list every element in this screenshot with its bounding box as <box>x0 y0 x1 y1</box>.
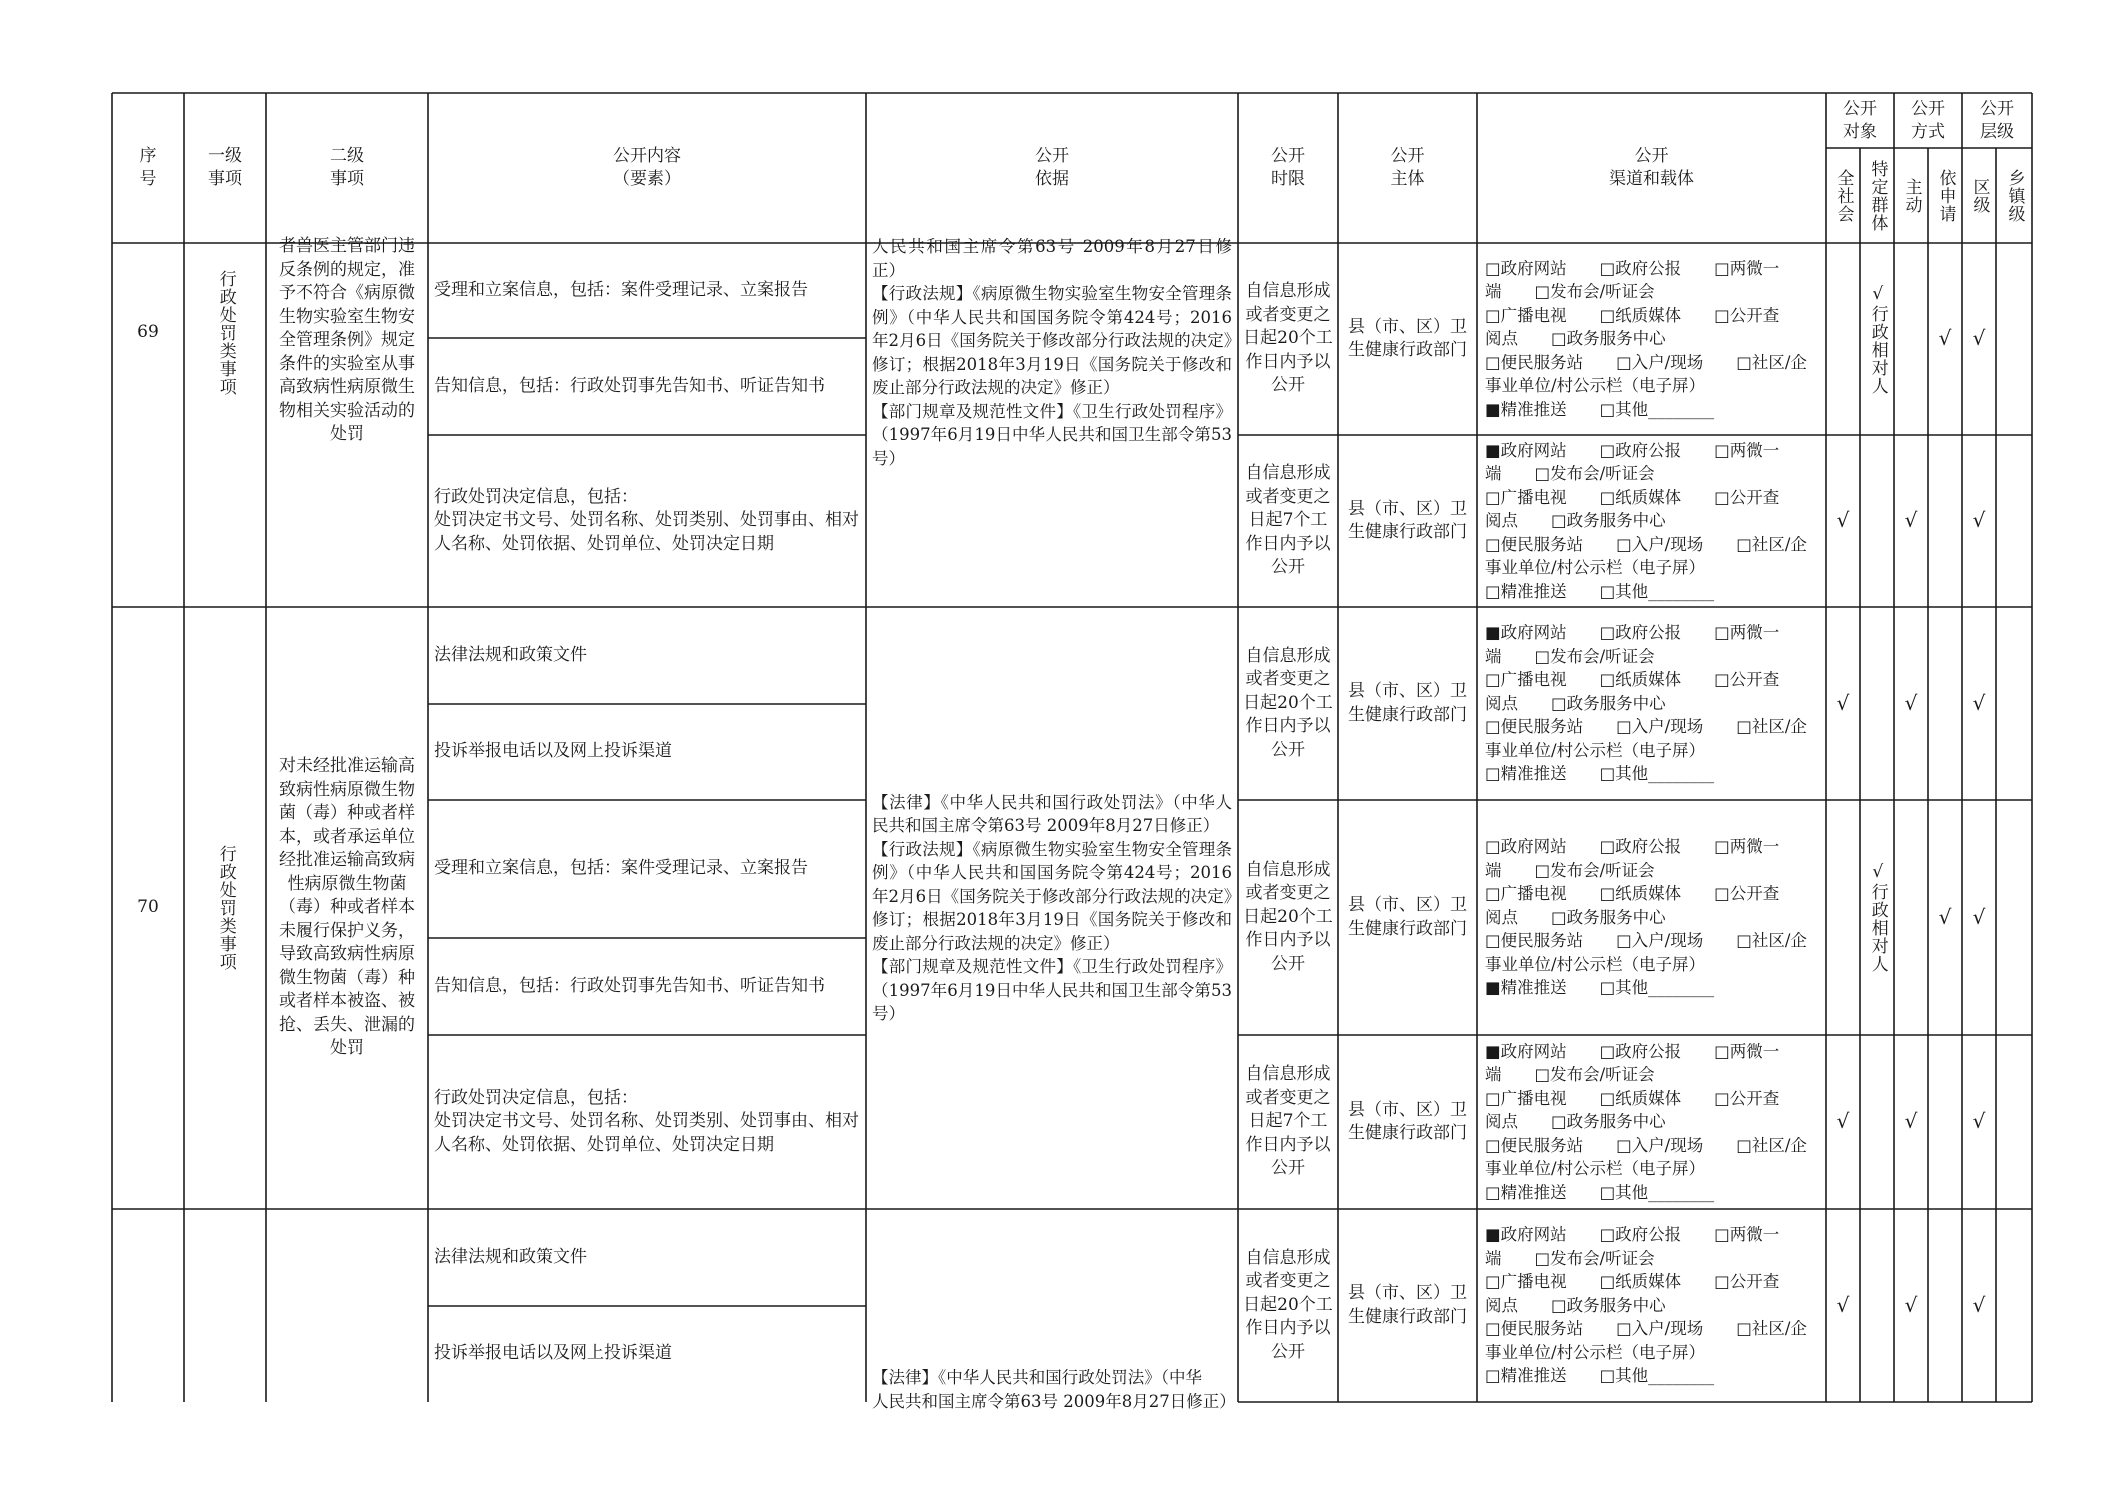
row69b-level-district: √ <box>1972 508 1986 533</box>
row70a-obj-all: √ <box>1836 690 1850 715</box>
row69a-channel: □政府网站 □政府公报 □两微一 端 □发布会/听证会 □广播电视 □纸质媒体 □公开查 阅点 □政务服务中心 □便民服务站 □入户/现场 □社区/企 事业单位/村公示栏（电子屏） ■精准推送 □其他________ <box>1485 258 1807 419</box>
row70b-obj-specific: √行政相对人 <box>1867 862 1888 973</box>
row71-basis: 【法律】《中华人民共和国行政处罚法》（中华 人民共和国主席令第63号 2009年8月27日修正） <box>872 1368 1236 1411</box>
row69-level1: 行政处罚类事项 <box>215 270 236 396</box>
row70c-channel: ■政府网站 □政府公报 □两微一 端 □发布会/听证会 □广播电视 □纸质媒体 □公开查 阅点 □政务服务中心 □便民服务站 □入户/现场 □社区/企 事业单位/村公示栏（电子屏） □精准推送 □其他________ <box>1485 1041 1807 1202</box>
header-seq: 序 号 <box>139 146 157 189</box>
row70c-time: 自信息形成或者变更之日起7个工作日内予以公开 <box>1245 1064 1331 1179</box>
row71a-subject: 县（市、区）卫生健康行政部门 <box>1348 1283 1467 1327</box>
header-obj-all: 全社会 <box>1833 168 1854 223</box>
header-way-apply: 依申请 <box>1935 168 1956 223</box>
row70-content-decision: 行政处罚决定信息，包括： 处罚决定书文号、处罚名称、处罚类别、处罚事由、相对人名称、处罚依据、处罚单位、处罚决定日期 <box>434 1087 859 1155</box>
header-way-group: 公开 方式 <box>1911 98 1945 142</box>
row70b-channel: □政府网站 □政府公报 □两微一 端 □发布会/听证会 □广播电视 □纸质媒体 □公开查 阅点 □政务服务中心 □便民服务站 □入户/现场 □社区/企 事业单位/村公示栏（电子屏） ■精准推送 □其他________ <box>1485 837 1807 998</box>
row69-content-accept: 受理和立案信息，包括：案件受理记录、立案报告 <box>434 279 808 300</box>
header-basis: 公开 依据 <box>1035 146 1069 189</box>
row69b-subject: 县（市、区）卫生健康行政部门 <box>1348 498 1467 542</box>
row70c-level-district: √ <box>1972 1109 1986 1134</box>
row69b-obj-all: √ <box>1836 508 1850 533</box>
row70-content-accept: 受理和立案信息，包括：案件受理记录、立案报告 <box>434 858 808 879</box>
row70-seq: 70 <box>137 897 159 918</box>
row70a-channel: ■政府网站 □政府公报 □两微一 端 □发布会/听证会 □广播电视 □纸质媒体 □公开查 阅点 □政务服务中心 □便民服务站 □入户/现场 □社区/企 事业单位/村公示栏（电子屏） □精准推送 □其他________ <box>1485 623 1807 784</box>
row70b-subject: 县（市、区）卫生健康行政部门 <box>1348 895 1467 939</box>
row70a-level-district: √ <box>1972 690 1986 715</box>
row70-level1: 行政处罚类事项 <box>215 845 236 971</box>
row71-content-law: 法律法规和政策文件 <box>434 1246 587 1267</box>
row70c-obj-all: √ <box>1836 1109 1850 1134</box>
row71a-way-active: √ <box>1904 1292 1918 1317</box>
row70a-way-active: √ <box>1904 690 1918 715</box>
row71a-time: 自信息形成或者变更之日起20个工作日内予以公开 <box>1243 1247 1333 1362</box>
row71a-obj-all: √ <box>1836 1292 1850 1317</box>
row70a-subject: 县（市、区）卫生健康行政部门 <box>1348 681 1467 725</box>
header-content: 公开内容 （要素） <box>613 146 681 189</box>
row69-seq: 69 <box>137 322 159 343</box>
header-subject: 公开 主体 <box>1390 146 1425 189</box>
row70-content-complaint: 投诉举报电话以及网上投诉渠道 <box>434 741 672 762</box>
row69a-way-apply: √ <box>1938 326 1952 351</box>
header-obj-specific: 特定群体 <box>1867 159 1888 232</box>
row70b-way-apply: √ <box>1938 904 1952 929</box>
row70c-subject: 县（市、区）卫生健康行政部门 <box>1348 1099 1467 1143</box>
row69a-time: 自信息形成或者变更之日起20个工作日内予以公开 <box>1243 281 1333 396</box>
row70-content-law: 法律法规和政策文件 <box>434 644 587 665</box>
header-level2: 二级 事项 <box>330 146 364 189</box>
header-object-group: 公开 对象 <box>1843 98 1877 142</box>
row69b-way-active: √ <box>1904 508 1918 533</box>
row70-content-notice: 告知信息，包括：行政处罚事先告知书、听证告知书 <box>434 975 825 996</box>
row69b-time: 自信息形成或者变更之日起7个工作日内予以公开 <box>1245 463 1331 578</box>
row70-level2: 对未经批准运输高致病性病原微生物菌（毒）种或者样本，或者承运单位经批准运输高致病性病原微生物菌（毒）种或者样本未履行保护义务，导致高致病性病原微生物菌（毒）种或者样本被盗、被抢、丢失、泄漏的处罚 <box>279 756 415 1059</box>
header-channel: 公开 渠道和载体 <box>1609 146 1694 189</box>
row70c-way-active: √ <box>1904 1109 1918 1134</box>
header-level1: 一级 事项 <box>208 146 242 189</box>
header-way-active: 主动 <box>1901 177 1922 214</box>
row71a-level-district: √ <box>1972 1292 1986 1317</box>
row70b-level-district: √ <box>1972 904 1986 929</box>
row69b-channel: ■政府网站 □政府公报 □两微一 端 □发布会/听证会 □广播电视 □纸质媒体 □公开查 阅点 □政务服务中心 □便民服务站 □入户/现场 □社区/企 事业单位/村公示栏（电子屏） □精准推送 □其他________ <box>1485 440 1807 601</box>
header-time: 公开 时限 <box>1271 146 1305 189</box>
header-level-group: 公开 层级 <box>1980 98 2014 142</box>
row70b-time: 自信息形成或者变更之日起20个工作日内予以公开 <box>1243 859 1333 974</box>
header-level-town: 乡镇级 <box>2004 168 2025 223</box>
row69-content-decision: 行政处罚决定信息，包括： 处罚决定书文号、处罚名称、处罚类别、处罚事由、相对人名称、处罚依据、处罚单位、处罚决定日期 <box>434 486 859 554</box>
row69a-subject: 县（市、区）卫生健康行政部门 <box>1348 316 1467 360</box>
row69-level2: 者兽医主管部门违反条例的规定，准予不符合《病原微生物实验室生物安全管理条例》规定条件的实验室从事高致病性病原微生物相关实验活动的处罚 <box>279 236 415 444</box>
row71a-channel: ■政府网站 □政府公报 □两微一 端 □发布会/听证会 □广播电视 □纸质媒体 □公开查 阅点 □政务服务中心 □便民服务站 □入户/现场 □社区/企 事业单位/村公示栏（电子屏） □精准推送 □其他________ <box>1485 1225 1807 1386</box>
row71-content-complaint: 投诉举报电话以及网上投诉渠道 <box>434 1343 672 1364</box>
header-level-district: 区级 <box>1969 177 1990 214</box>
row69a-obj-specific: √行政相对人 <box>1867 283 1888 395</box>
row70-basis: 【法律】《中华人民共和国行政处罚法》（中华人民共和国主席令第63号 2009年8月27日修正） 【行政法规】《病原微生物实验室生物安全管理条例》（中华人民共和国国务院令第424号；2016年2月6日《国务院关于修改部分行政法规的决定》修订；根据2018年3月19日《国务院关于修改和废止部分行政法规的决定》修正） 【部门规章及规范性文件】《卫生行政处罚程序》（1997年6月19日中华人民共和国卫生部令第53号） <box>872 792 1232 1023</box>
row70a-time: 自信息形成或者变更之日起20个工作日内予以公开 <box>1243 645 1333 760</box>
row69-basis: 人民共和国主席令第63号 2009年8月27日修正） 【行政法规】《病原微生物实验室生物安全管理条例》（中华人民共和国国务院令第424号；2016年2月6日《国务院关于修改部分行政法规的决定》修订；根据2018年3月19日《国务院关于修改和废止部分行政法规的决定》修正） 【部门规章及规范性文件】《卫生行政处罚程序》（1997年6月19日中华人民共和国卫生部令第53号） <box>872 237 1232 468</box>
row69a-level-district: √ <box>1972 326 1986 351</box>
row69-content-notice: 告知信息，包括：行政处罚事先告知书、听证告知书 <box>434 375 825 396</box>
